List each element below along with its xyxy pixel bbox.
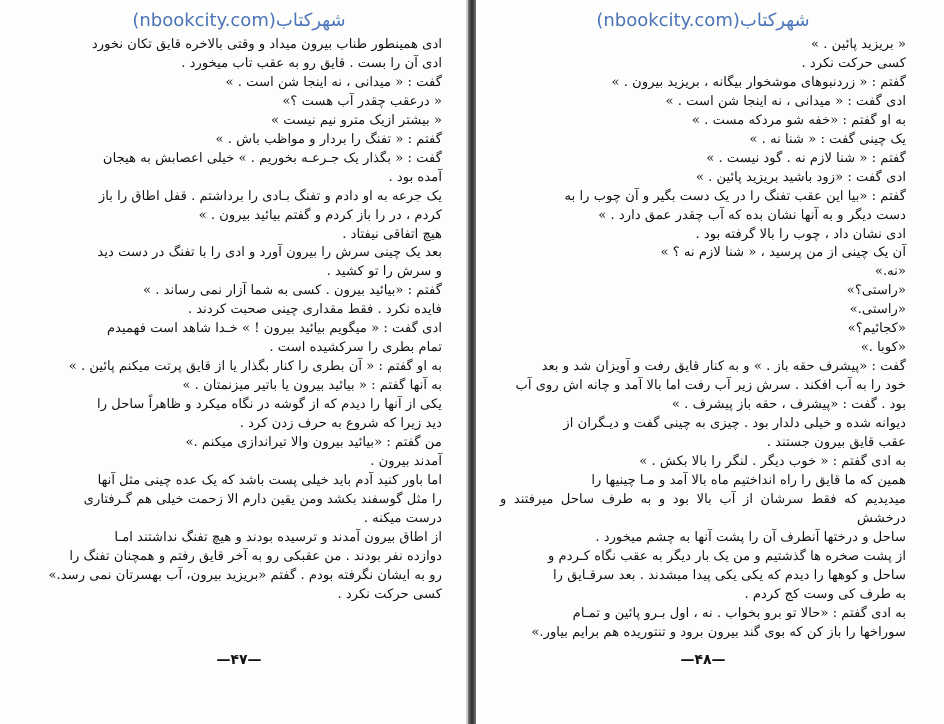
text-line: و سرش را تو کشید . (326, 264, 442, 280)
text-line: آمده بود . (388, 169, 442, 185)
text-line: گفت : « میدانی ، نه اینجا شن است . » (225, 74, 442, 90)
text-line: ادی نشان داد ، چوب را بالا گرفته بود . (695, 226, 906, 242)
text-line: «کوبا .» (860, 340, 906, 356)
text-line: به ادی گفتم : «حالا تو برو بخواب . نه ، اول بـرو پائین و تمـام (572, 605, 906, 621)
text-line: سوراخها را باز کن که بوی گند بیرون برود و تنتوریده هم برایم بیاور.» (531, 624, 906, 640)
right-page (476, 0, 944, 724)
text-line: «راستی.» (849, 302, 906, 318)
text-line: دید زیرا که شروع به حرف زدن کرد . (239, 416, 442, 432)
text-line: درست میکنه . (363, 510, 442, 526)
text-line: ساحل و کوهها را دیدم که یکی یکی پیدا میشدند . بعد سرقـایق را (552, 567, 906, 583)
text-line: گفتم : « شنا لازم نه . گود نیست . » (706, 150, 906, 166)
text-line: « بیشتر ازیک مترو نیم نیست » (271, 112, 442, 128)
text-line: « درعقب چقدر آب هست ؟» (282, 93, 442, 109)
text-line: گفتم : «بیائید بیرون . کسی به شما آزار نمی رساند . » (142, 283, 442, 299)
text-line: به او گفتم : «خفه شو مردکه مست . » (691, 112, 906, 128)
text-line: آن یک چینی از من پرسید ، « شنا لازم نه ؟ » (660, 245, 906, 261)
page-header: (nbookcity.com)شهرکتاب (596, 10, 810, 31)
page-body (500, 36, 906, 643)
text-line: فایده نکرد . فقط مقداری چینی صحبت کردند . (187, 302, 442, 318)
text-line: بعد یک چینی سرش را بیرون آورد و ادی را با تفنگ در دست دید (97, 245, 442, 261)
text-line: کردم ، در را باز کردم و گفتم بیائید بیرون . » (198, 207, 442, 223)
text-line: یک چینی گفت : « شنا نه . » (749, 131, 906, 147)
text-line: کسی حرکت نکرد . (801, 55, 906, 71)
text-line: یک جرعه به او دادم و تفنگ بـادی را برداشتم . قفل اطاق را باز (98, 188, 442, 204)
text-line: بود . گفت : «پیشرف ، حقه باز پیشرف . » (671, 397, 906, 413)
text-line: «نه.» (874, 264, 906, 280)
text-line: گفتم : «بیا این عقب تفنگ را در یک دست بگیر و آن چوب را به (564, 188, 906, 204)
text-line: ادی گفت : « میگویم بیائید بیرون ! » خـدا شاهد است فهمیدم (106, 321, 442, 337)
page-body (36, 36, 442, 605)
text-line: ساحل و درختها آنطرف آن را پشت آنها به چشم میخورد . (595, 529, 906, 545)
text-line: دست دیگر و به آنها نشان بده که آب چقدر عمق دارد . » (598, 207, 906, 223)
text-line: به او گفتم : « آن بطری را کنار بگذار یا از قایق پرتت میکنم پائین . » (68, 359, 442, 375)
page-number: —۴۷— (216, 652, 262, 668)
text-line: «راستی؟» (846, 283, 906, 299)
text-line: «کجائیم؟» (847, 321, 906, 337)
left-page (0, 0, 468, 724)
text-line: کسی حرکت نکرد . (337, 586, 442, 602)
text-line: هیچ اتفاقی نیفتاد . (342, 226, 442, 242)
text-line: گفت : « بگذار یک جـرعـه بخوریم . » خیلی اعصابش به هیجان (102, 150, 442, 166)
text-line: عقب قایق بیرون جستند . (766, 435, 906, 451)
page-header: (nbookcity.com)شهرکتاب (132, 10, 346, 31)
text-line: همین که ما قایق را راه انداختیم ماه بالا آمد و مـا چینیها را (591, 472, 906, 488)
text-line: از پشت صخره ها گذشتیم و من یک بار دیگر به عقب نگاه کـردم و (548, 548, 906, 564)
text-line: من گفتم : «بیائید بیرون والا تیراندازی میکنم .» (185, 435, 442, 451)
text-line: تمام بطری را سرکشیده است . (269, 340, 442, 356)
text-line: گفت : «پیشرف حقه باز . » و به کنار قایق رفت و آویزان شد و بعد (541, 359, 906, 375)
text-line: به آنها گفتم : « بیائید بیرون یا باتیر میزنمتان . » (182, 378, 442, 394)
page-number: —۴۸— (680, 652, 726, 668)
text-line: به ادی گفتم : « خوب دیگر . لنگر را بالا بکش . » (639, 453, 906, 469)
text-line: میدیدیم که فقط سرشان از آب بالا بود و به طرف ساحل میرفتند و درخشش (500, 491, 906, 526)
text-line: اما باور کنید آدم باید خیلی پست باشد که یک عده چینی مثل آنها (97, 472, 442, 488)
text-line: گفتم : « تفنگ را بردار و مواظب باش . » (215, 131, 442, 147)
text-line: ادی آن را بست . قایق رو به عقب تاب میخورد . (181, 55, 442, 71)
text-line: رو به ایشان نگرفته بودم . گفتم «بریزید بیرون، آب بهسرتان نمی رسد.» (48, 567, 442, 583)
text-line: دوازده نفر بودند . من عقبکی رو به آخر قایق رفتم و همچنان تفنگ را (69, 548, 442, 564)
text-line: گفتم : « زردنبوهای موشخوار بیگانه ، بریزید بیرون . » (611, 74, 906, 90)
text-line: آمدند بیرون . (370, 453, 442, 469)
text-line: خود را به آب افکند . سرش زیر آب رفت اما بالا آمد و چانه اش روی آب (515, 378, 906, 394)
book-gutter (468, 0, 476, 724)
text-line: از اطاق بیرون آمدند و ترسیده بودند و هیچ تفنگ نداشتند امـا (114, 529, 442, 545)
text-line: « بریزید پائین . » (811, 37, 906, 52)
text-line: به طرف کی وست کج کردم . (744, 586, 906, 602)
text-line: را مثل گوسفند بکشد ومن یقین دارم الا زحمت خیلی هم گـرفتاری (83, 491, 442, 507)
text-line: یکی از آنها را دیدم که از گوشه در نگاه میکرد و ظاهراً ساحل را (97, 397, 442, 413)
text-line: ادی همینطور طناب بیرون میداد و وقتی بالاخره قایق تکان نخورد (91, 37, 442, 52)
text-line: دیوانه شده و خیلی دلدار بود . چیزی به چینی گفت و دیـگران از (563, 416, 906, 432)
text-line: ادی گفت : « میدانی ، نه اینجا شن است . » (665, 93, 906, 109)
text-line: ادی گفت : «زود باشید بریزید پائین . » (695, 169, 906, 185)
